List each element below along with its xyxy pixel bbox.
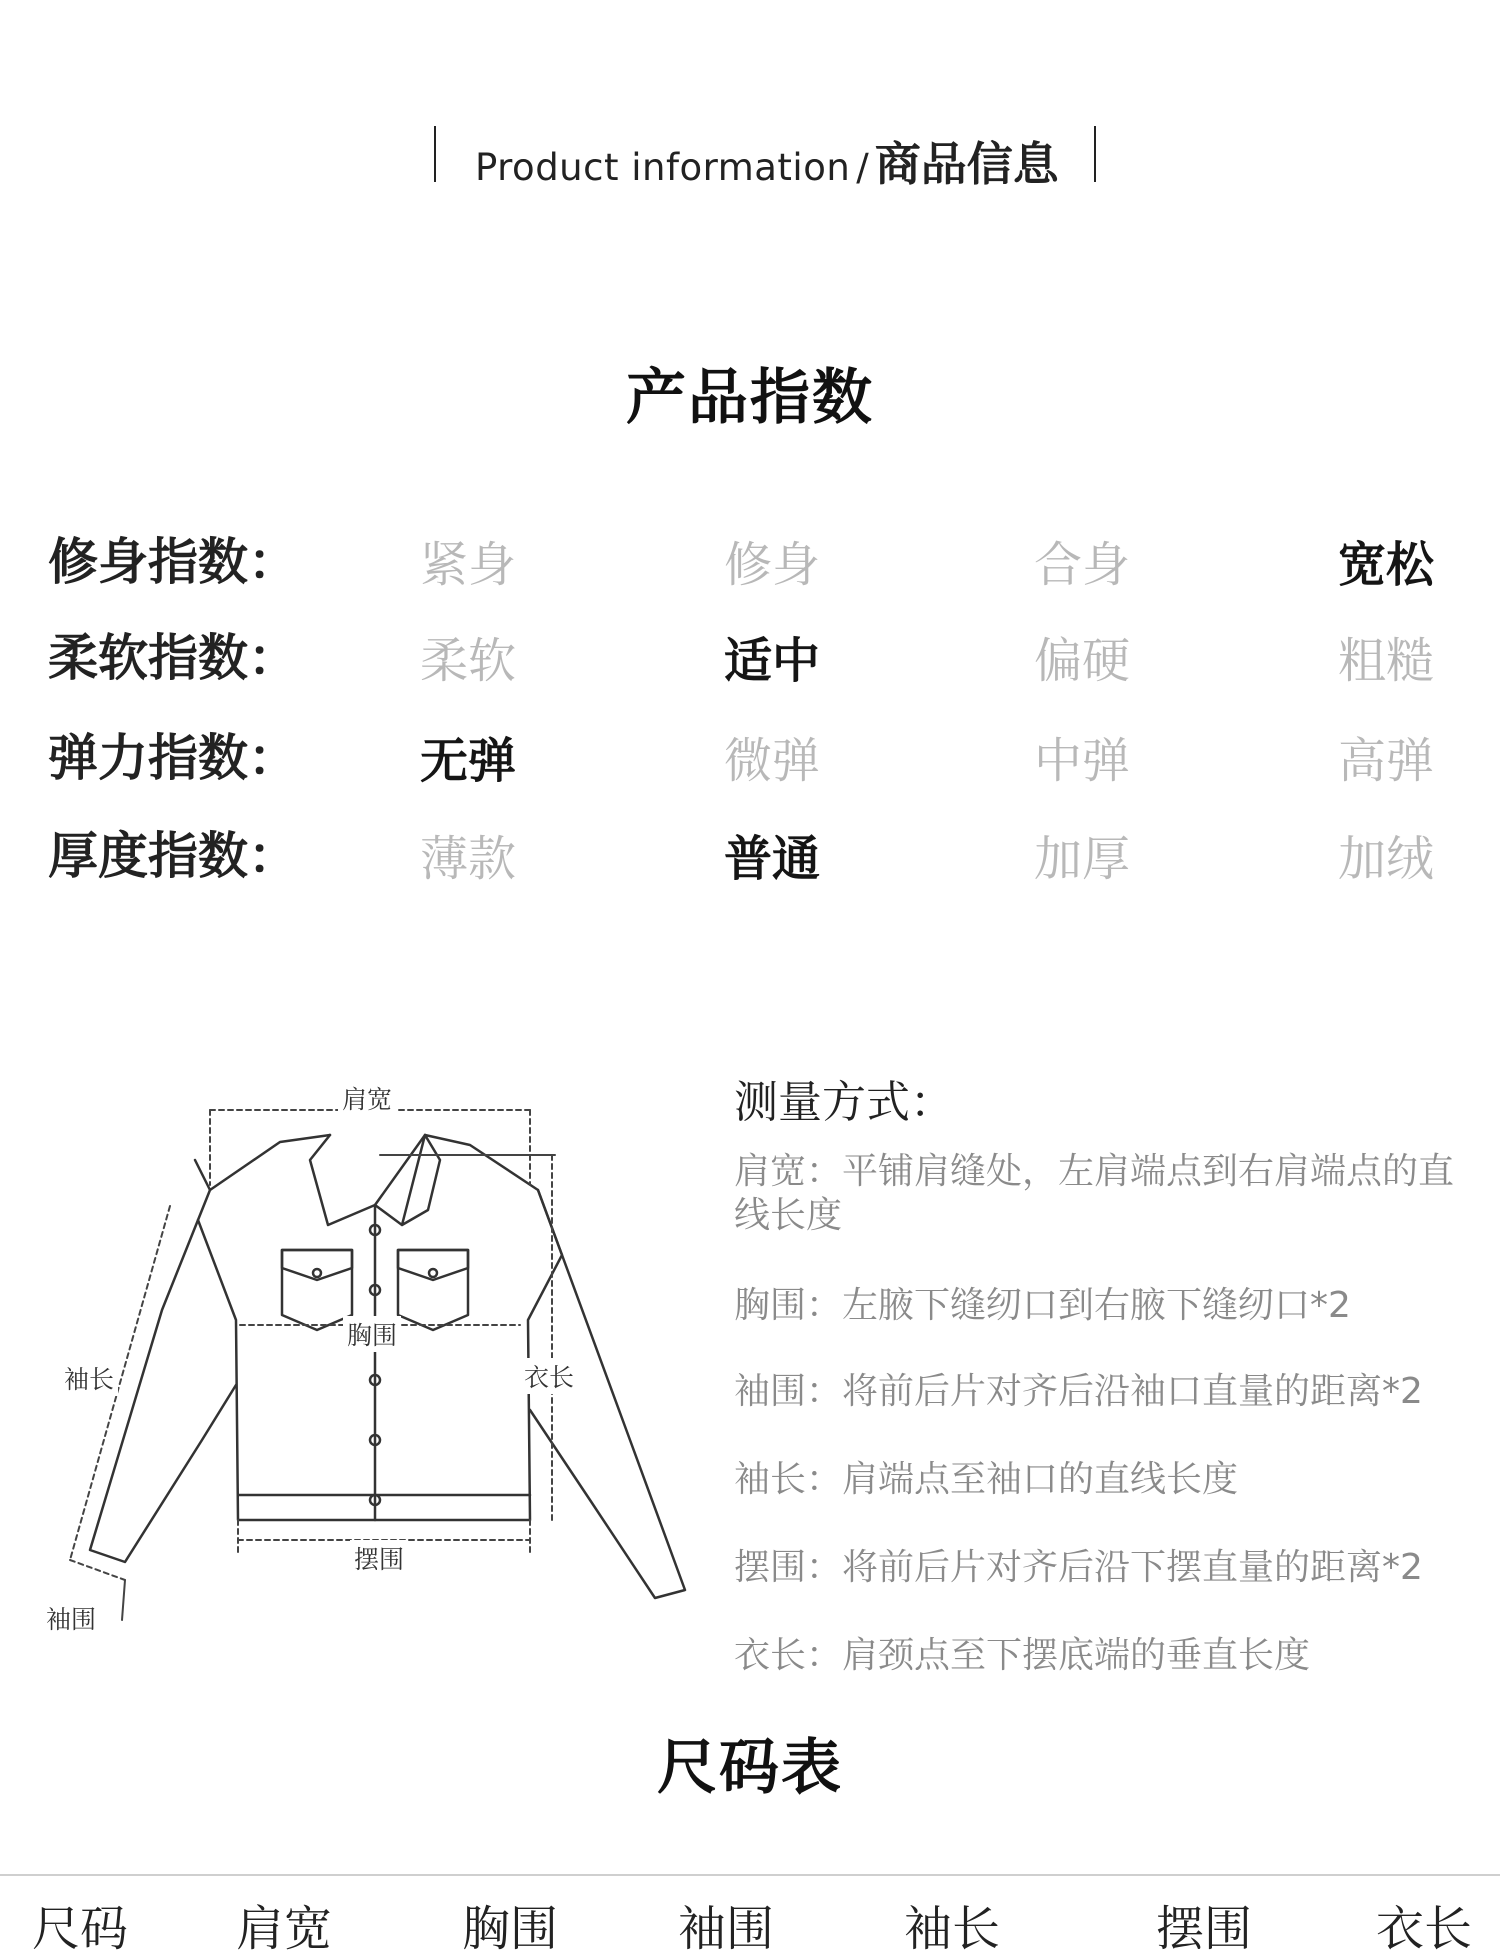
index-option: 合身 [1033,537,1130,593]
header-title-cn: 商品信息 [874,137,1059,191]
index-option: 宽松 [1337,537,1434,593]
index-option: 紧身 [419,537,516,593]
index-row-label: 修身指数： [48,533,298,591]
header-title [475,128,1059,191]
measurement-title: 测量方式： [734,1077,954,1128]
index-option: 薄款 [419,831,516,887]
header-left-bar [434,126,436,182]
header-right-bar [1094,126,1096,182]
index-row-label: 厚度指数： [48,827,298,885]
size-table-header: 袖长 [904,1901,1001,1957]
diagram-label-chest: 胸围 [343,1316,401,1352]
index-option: 加绒 [1337,831,1434,887]
index-row-label: 弹力指数： [48,729,298,787]
index-option: 微弹 [723,733,820,789]
diagram-label-sleeve-length: 袖长 [60,1360,118,1396]
index-row-label: 柔软指数： [48,629,298,687]
diagram-label-body-length: 衣长 [520,1358,578,1394]
size-table-header: 尺码 [32,1901,129,1957]
measurement-item-length: 衣长：肩颈点至下摆底端的垂直长度 [734,1635,1311,1676]
size-table-header: 胸围 [462,1901,559,1957]
size-table-header: 袖围 [678,1901,775,1957]
measurement-item-sleeve: 袖长：肩端点至袖口的直线长度 [734,1459,1239,1500]
header-title-en: Product information [475,146,851,189]
index-option: 粗糙 [1337,633,1434,689]
diagram-label-hem: 摆围 [350,1540,408,1576]
index-option: 普通 [723,831,820,887]
size-table-divider [0,1874,1500,1876]
index-row-softness [0,618,1500,708]
size-table-header: 肩宽 [236,1901,333,1957]
index-option: 加厚 [1033,831,1130,887]
measurement-item-hem: 摆围：将前后片对齐后沿下摆直量的距离*2 [734,1547,1423,1588]
measurement-item-cuff: 袖围：将前后片对齐后沿袖口直量的距离*2 [734,1371,1423,1412]
size-table-header: 衣长 [1376,1901,1473,1957]
index-option: 适中 [723,633,820,689]
index-option: 高弹 [1337,733,1434,789]
diagram-label-shoulder: 肩宽 [338,1080,396,1116]
index-row-elasticity [0,718,1500,808]
measurement-item-chest: 胸围：左腋下缝纫口到右腋下缝纫口*2 [734,1285,1351,1326]
index-row-fit [0,522,1500,612]
size-table-title: 尺码表 [657,1733,843,1803]
size-table-header: 摆围 [1156,1901,1253,1957]
index-option: 无弹 [419,733,516,789]
index-option: 柔软 [419,633,516,689]
diagram-label-cuff: 袖围 [42,1600,100,1636]
index-row-thickness [0,816,1500,906]
index-option: 中弹 [1033,733,1130,789]
index-option: 修身 [723,537,820,593]
product-index-title: 产品指数 [626,363,874,433]
index-option: 偏硬 [1033,633,1130,689]
measurement-item-shoulder: 肩宽：平铺肩缝处，左肩端点到右肩端点的直线长度 [734,1151,1455,1236]
header-separator: / [856,146,869,189]
